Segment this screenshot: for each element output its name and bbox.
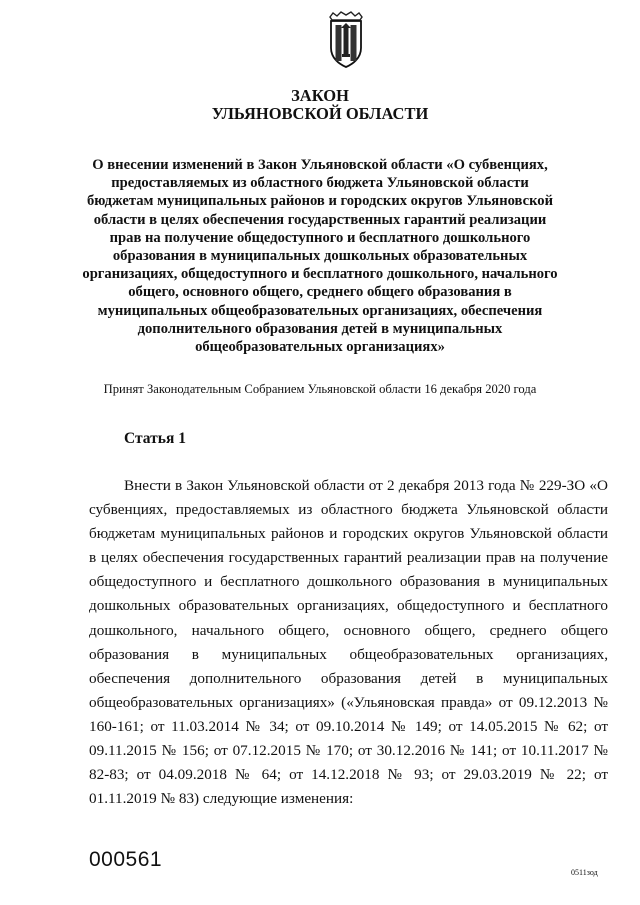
law-subject-heading: О внесении изменений в Закон Ульяновской области «О субвенциях, предоставляемых из областного бюджета Ульяновской области бюджетам муниципальных районов и городских округов Ульяновской области в целях обеспечения государственных гарантий реализации прав на получение общедоступного и бесплатного дошкольного образования в муниципальных дошкольных образовательных организациях, общедоступного и бесплатного дошкольного, начального общего, основного общего, среднего общего образования в муниципальных общеобразовательных организациях, обеспечения дополнительного образования детей в муниципальных общеобразовательных организациях» — [82, 157, 558, 356]
coat-of-arms-icon — [318, 10, 374, 70]
adoption-note: Принят Законодательным Собранием Ульяновской области 16 декабря 2020 года — [103, 382, 537, 396]
article-heading: Статья 1 — [124, 430, 186, 447]
law-title-line2: УЛЬЯНОВСКОЙ ОБЛАСТИ — [211, 104, 429, 123]
law-title-line1: ЗАКОН — [291, 86, 349, 105]
article-body-text: Внести в Закон Ульяновской области от 2 декабря 2013 года № 229-ЗО «О субвенциях, предоставляемых из областного бюджета Ульяновской области бюджетам муниципальных районов и городских округов Ульяновской области в целях обеспечения государственных гарантий реализации прав на получение общедоступного и бесплатного дошкольного образования в муниципальных дошкольных образовательных организациях, общедоступного и бесплатного дошкольного, начального общего, основного общего, среднего общего образования в муниципальных общеобразовательных организациях, обеспечения дополнительного образования детей в муниципальных общеобразовательных организациях» («Ульяновская правда» от 09.12.2013 № 160-161; от 11.03.2014 № 34; от 09.10.2014 № 149; от 14.05.2015 № 62; от 09.11.2015 № 156; от 07.12.2015 № 170; от 30.12.2016 № 141; от 10.11.2017 № 82-83; от 04.09.2018 № 64; от 14.12.2018 № 93; от 29.03.2019 № 22; от 01.11.2019 № 83) следующие изменения: — [89, 477, 608, 808]
registration-number: 000561 — [89, 848, 163, 871]
document-code: 0511зод — [571, 868, 598, 877]
